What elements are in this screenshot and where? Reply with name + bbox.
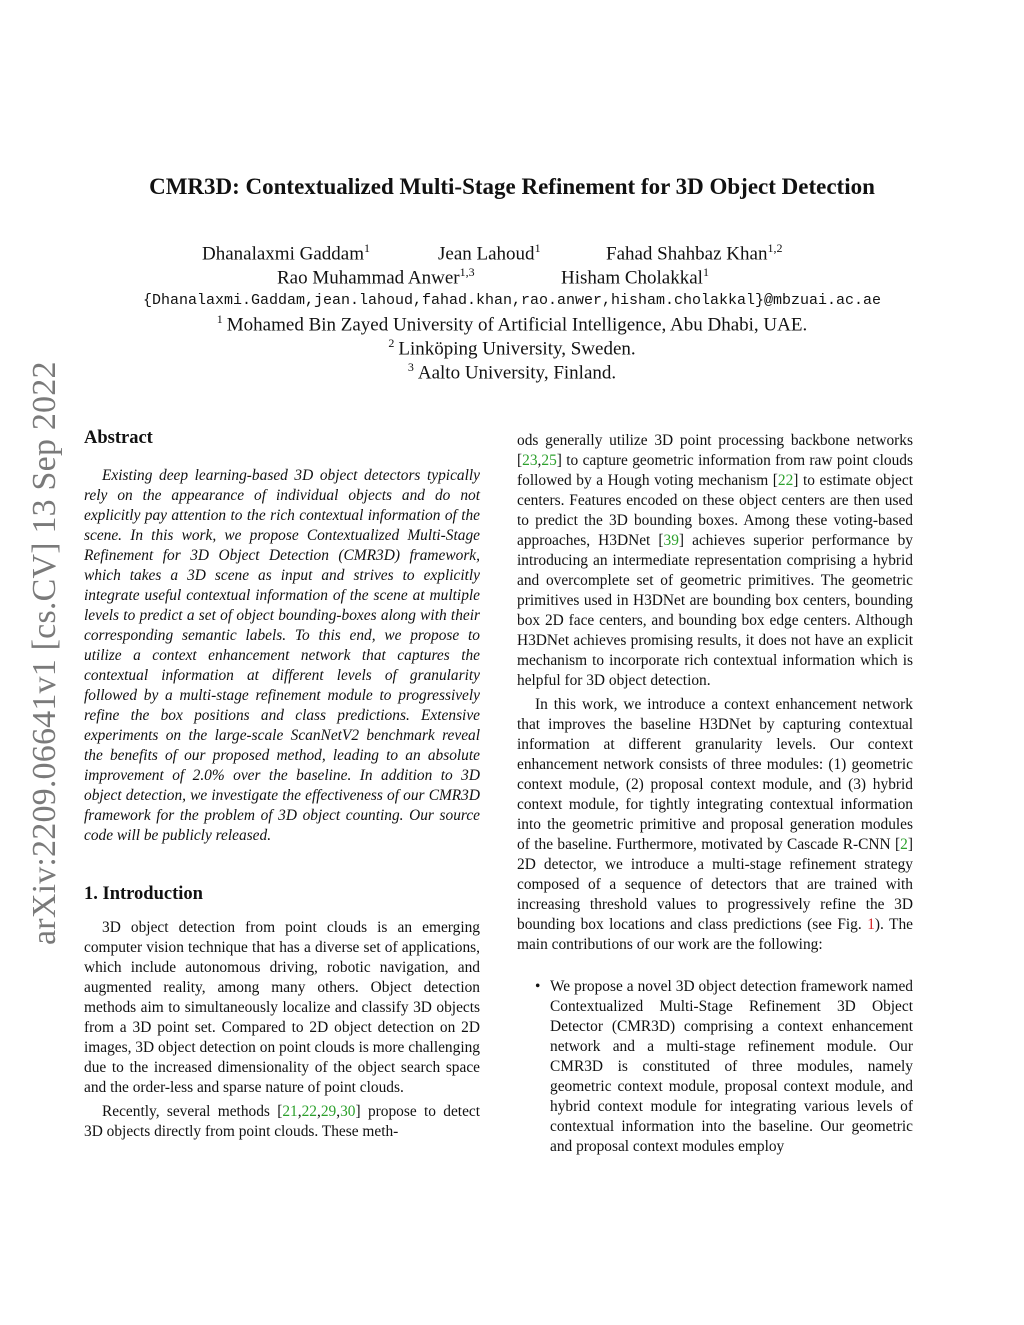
abstract-heading: Abstract [84,428,153,448]
citation-link[interactable]: 22 [301,1103,317,1120]
right-column [517,431,913,1157]
intro-paragraph-2-start: Recently, several methods [21,22,29,30] propose to detect 3D objects directly from point clouds. These meth- [84,1103,481,1140]
figure-link[interactable]: 1 [867,916,875,933]
arxiv-identifier: arXiv:2209.06641v1 [cs.CV] 13 Sep 2022 [26,361,63,945]
intro-paragraph-3: In this work, we introduce a context enhancement network that improves the baseline H3DNet by capturing contextual information at different granularity levels. Our context enhancement network consists of three modules: (1) geometric context module, (2) proposal context module, and (3) hybrid context module, for tightly integrating contextual information into the geometric primitive and proposal generation modules of the baseline. Furthermore, motivated by Cascade R-CNN [2] 2D detector, we introduce a multi-stage refinement strategy composed of a sequence of detectors that are trained with increasing threshold values to progressively refine the 3D bounding box locations and class predictions (see Fig. 1). The main contributions of our work are the following: [517,696,913,953]
intro-heading: 1. Introduction [84,884,203,904]
left-column [84,428,480,1142]
citation-link[interactable]: 25 [541,452,557,469]
author-emails: {Dhanalaxmi.Gaddam,jean.lahoud,fahad.khan,rao.anwer,hisham.cholakkal}@mbzuai.ac.ae [142,292,882,309]
list-item: • We propose a novel 3D object detection framework named Contextualized Multi-Stage Refinement 3D Object Detector (CMR3D) comprising a context enhancement network and a multi-stage refinement module. Our CMR3D is constituted of three modules, namely geometric context module, proposal context module, and hybrid context module for integrating various levels of contextual information into the baseline. Our geometric and proposal context modules employ [517,977,913,1157]
contributions-list [517,977,913,1157]
author-3: Fahad Shahbaz Khan$^{1,2}$ [606,241,783,265]
citation-link[interactable]: 23 [522,452,538,469]
author-2: Jean Lahoud$^1$ [438,241,541,265]
affiliation-3: $^3$ Aalto University, Finland. [407,360,617,384]
citation-link[interactable]: 29 [320,1103,337,1120]
citation-link[interactable]: 2 [900,836,908,853]
citation-link[interactable]: 21 [282,1103,298,1120]
paper-title: CMR3D: Contextualized Multi-Stage Refinement for 3D Object Detection [149,174,875,199]
intro-paragraph-1: 3D object detection from point clouds is an emerging computer vision technique that has a diverse set of applications, which include autonomous driving, robotic navigation, and augmented reality, among many others. Object detection methods aim to simultaneously localize and classify 3D objects from a 3D point set. Compared to 2D object detection on 2D images, 3D object detection on point clouds is more challenging due to the increased dimensionality of the object search space and the order-less and sparse nature of point clouds. [84,919,480,1096]
author-4: Rao Muhammad Anwer$^{1,3}$ [277,265,475,289]
intro-paragraph-2-continued: ods generally utilize 3D point processing backbone networks [23,25] to capture geometric information from raw point clouds followed by a Hough voting mechanism [22] to estimate object centers. Features encoded on these object centers are then used to predict the 3D bounding boxes. Among these voting-based approaches, H3DNet [39] achieves superior performance by introducing an intermediate representation comprising a hybrid and overcomplete set of geometric primitives. The geometric primitives used in H3DNet are bounding box centers, bounding box 2D face centers, and bounding box edge centers. Although H3DNet achieves promising results, it does not have an explicit mechanism to incorporate rich contextual information which is helpful for 3D object detection. [517,432,913,689]
citation-link[interactable]: 30 [340,1103,356,1120]
abstract-text: Existing deep learning-based 3D object detectors typically rely on the appearance of individual objects and do not explicitly pay attention to the rich contextual information of the scene. In this work, we propose Contextualized Multi-Stage Refinement for 3D Object Detection (CMR3D) framework, which takes a 3D scene as input and strives to explicitly integrate useful contextual information of the scene at multiple levels to predict a set of object bounding-boxes along with their corresponding semantic labels. To this end, we propose to utilize a context enhancement network that captures the contextual information at different levels of granularity followed by a multi-stage refinement module to progressively refine the box positions and class predictions. Extensive experiments on the large-scale ScanNetV2 benchmark reveal the benefits of our proposed method, leading to an absolute improvement of 2.0% over the baseline. In addition to 3D object detection, we investigate the effectiveness of our CMR3D framework for the problem of 3D object counting. Our source code will be publicly released. [84,467,480,844]
affiliation-2: $^2$ Linköping University, Sweden. [388,336,636,360]
citation-link[interactable]: 22 [777,472,794,489]
affiliation-1: $^1$ Mohamed Bin Zayed University of Artificial Intelligence, Abu Dhabi, UAE. [216,312,808,336]
author-1: Dhanalaxmi Gaddam$^1$ [202,241,370,265]
author-5: Hisham Cholakkal$^1$ [561,265,709,289]
citation-link[interactable]: 39 [663,532,679,549]
